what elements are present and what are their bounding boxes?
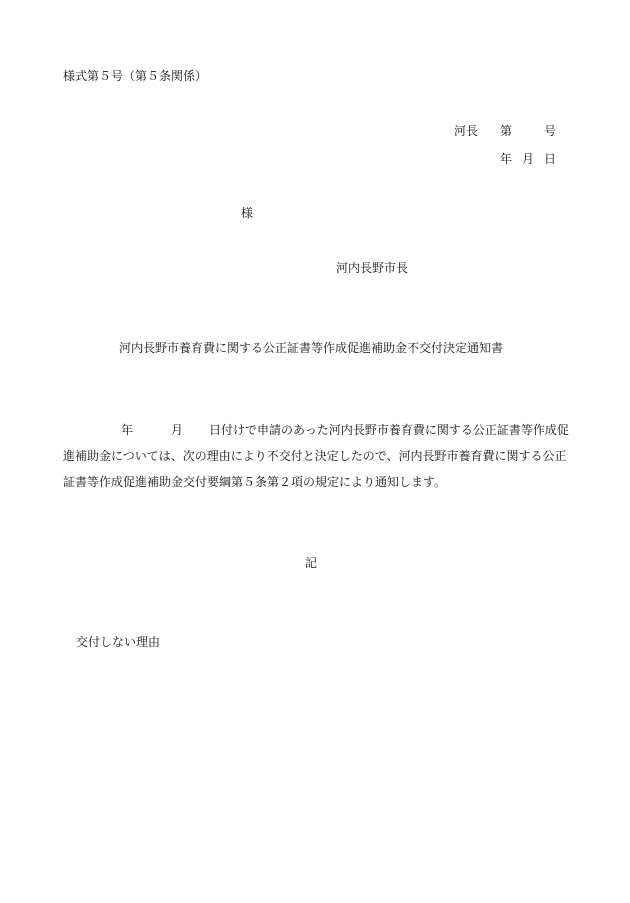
document-number-prefix: 河長 (453, 124, 478, 138)
recipient-honorific: 様 (241, 206, 254, 220)
notice-body (63, 417, 569, 495)
body-year-mark: 年 (121, 423, 134, 437)
body-line-3: 証書等作成促進補助金交付要綱第５条第２項の規定により通知します。 (63, 475, 447, 489)
body-month-mark: 月 (171, 423, 184, 437)
document-number-dai: 第 (499, 124, 512, 138)
document-number (454, 124, 556, 138)
body-line-1 (63, 417, 569, 443)
date-month: 月 (521, 152, 534, 166)
body-line-1-text: 日付けで申請のあった河内長野市養育費に関する公正証書等作成促 (209, 423, 569, 437)
date-day: 日 (543, 152, 556, 166)
form-label: 様式第５号（第５条関係） (63, 69, 208, 83)
document-number-go: 号 (543, 124, 556, 138)
issue-date (500, 152, 556, 166)
body-line-2: 進補助金については、次の理由により不交付と決定したので、河内長野市養育費に関する公正 (63, 449, 567, 463)
sender-name: 河内長野市長 (336, 261, 409, 275)
date-year: 年 (499, 152, 512, 166)
ki-marker: 記 (305, 556, 318, 570)
reason-heading: 交付しない理由 (76, 635, 161, 649)
notice-title: 河内長野市養育費に関する公正証書等作成促進補助金不交付決定通知書 (119, 341, 504, 355)
